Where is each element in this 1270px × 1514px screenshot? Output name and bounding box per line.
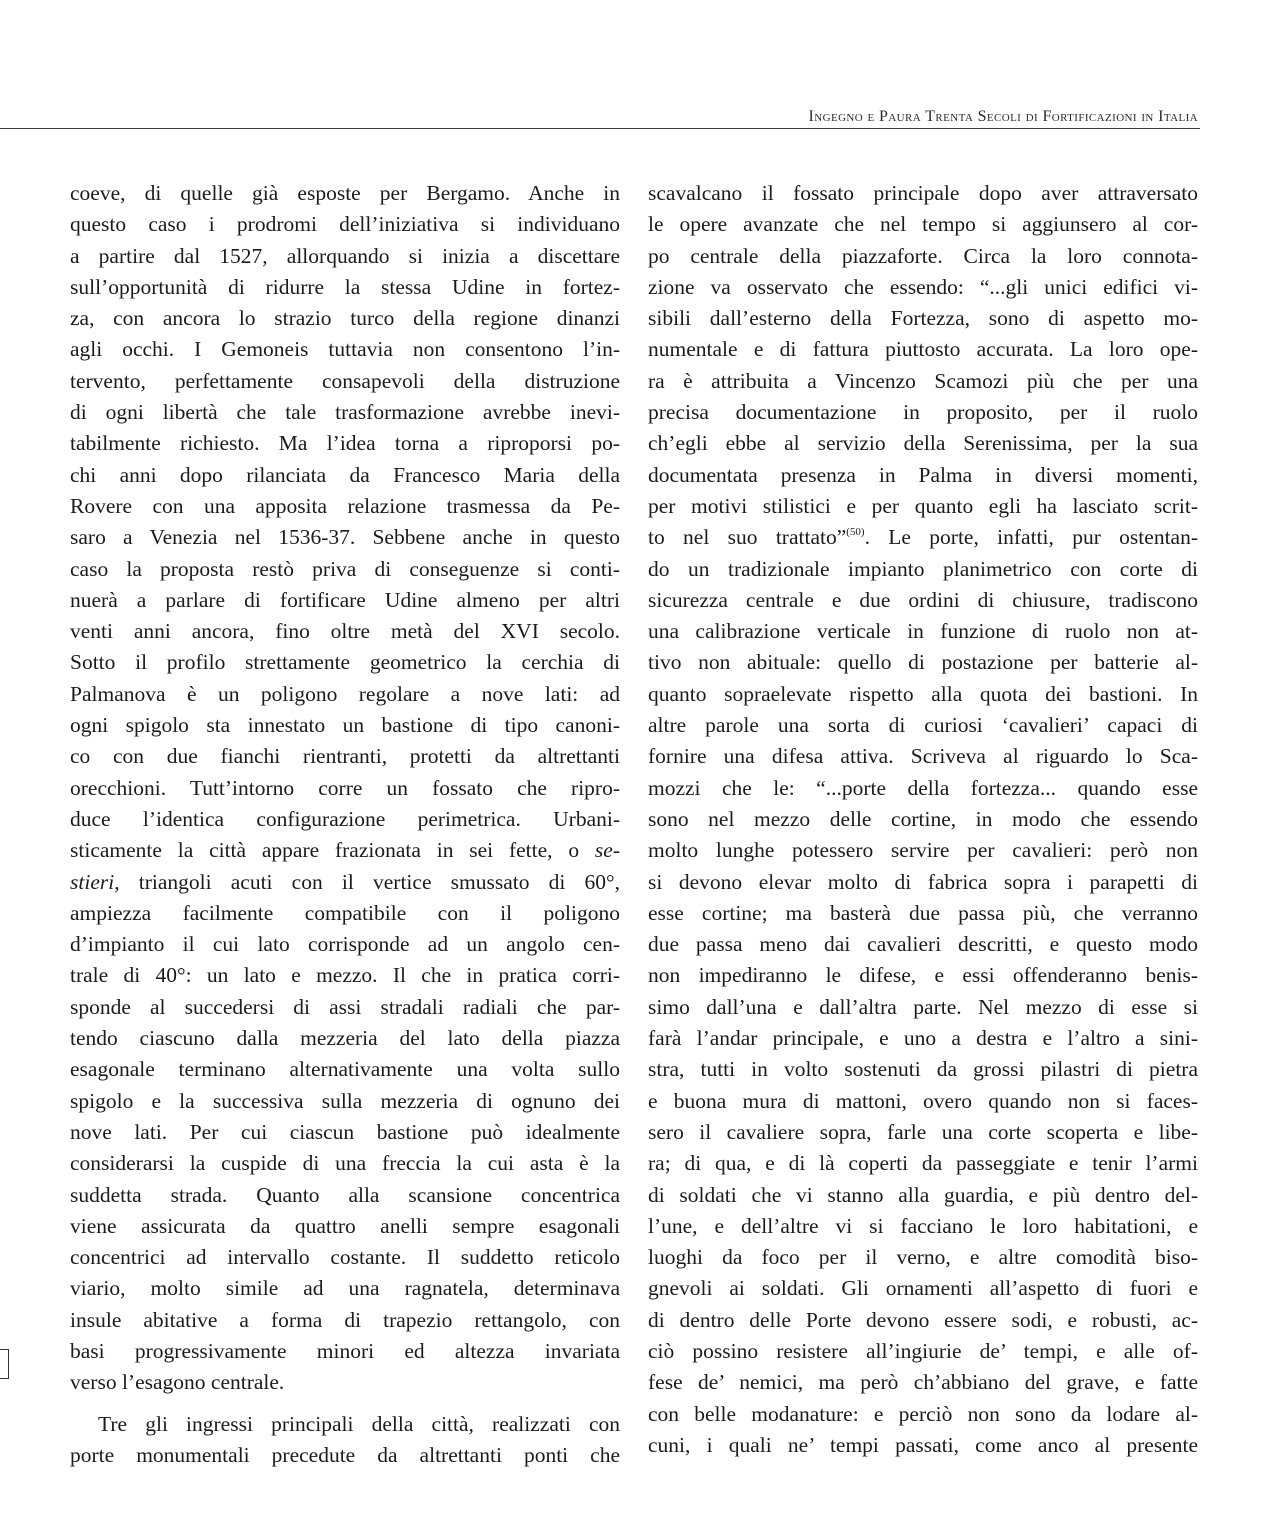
text-line: sponde al succedersi di assi stradali radiali che par- — [70, 994, 620, 1019]
text-line: Sotto il profilo strettamente geometrico la cerchia di — [70, 650, 620, 675]
text-line: ogni spigolo sta innestato un bastione di tipo canoni- — [70, 713, 620, 738]
text-line — [648, 522, 1198, 553]
text-line: coeve, di quelle già esposte per Bergamo. Anche in — [70, 181, 620, 205]
running-head: Ingegno e Paura Trenta Secoli di Fortificazioni in Italia — [808, 108, 1198, 125]
text-line: agli occhi. I Gemoneis tuttavia non consentono l’in- — [70, 337, 620, 362]
text-line: nove lati. Per cui ciascun bastione può idealmente — [70, 1119, 620, 1144]
text-line: suddetta strada. Quanto alla scansione concentrica — [70, 1182, 620, 1207]
text-line: ra; di qua, e di là coperti da passeggiate e tenir l’armi — [648, 1151, 1198, 1176]
text-line: venti anni ancora, fino oltre metà del XVI secolo. — [70, 619, 620, 644]
text-line: luoghi da foco per il verno, e altre comodità biso- — [648, 1245, 1198, 1270]
text-line: una calibrazione verticale in funzione di ruolo non at- — [648, 619, 1198, 644]
text-line: insule abitative a forma di trapezio rettangolo, con — [70, 1307, 620, 1332]
text-line: precisa documentazione in proposito, per il ruolo — [648, 400, 1198, 425]
text-line: non impediranno le difese, e essi offenderanno benis- — [648, 963, 1198, 988]
text-line: za, con ancora lo strazio turco della regione dinanzi — [70, 306, 620, 331]
text-line: co con due fianchi rientranti, protetti da altrettanti — [70, 744, 620, 769]
text-line: scavalcano il fossato principale dopo aver attraversato — [648, 181, 1198, 205]
text-line: si devono elevar molto di fabrica sopra i parapetti di — [648, 869, 1198, 894]
text-line: tervento, perfettamente consapevoli della distruzione — [70, 368, 620, 393]
text-line: simo dall’una e dall’altra parte. Nel mezzo di esse si — [648, 994, 1198, 1019]
text-line: e buona mura di mattoni, overo quando non si faces- — [648, 1088, 1198, 1113]
text-line: questo caso i prodromi dell’iniziativa si individuano — [70, 212, 620, 237]
crop-mark — [0, 1349, 9, 1379]
text-line: Tre gli ingressi principali della città, realizzati con — [98, 1411, 620, 1436]
text-line: di dentro delle Porte devono essere sodi, e robusti, ac- — [648, 1307, 1198, 1332]
text-segment: , triangoli acuti con il vertice smussato di 60°, — [114, 869, 620, 894]
text-line: chi anni dopo rilanciata da Francesco Maria della — [70, 462, 620, 487]
text-line: mozzi che le: “...porte della fortezza... quando esse — [648, 775, 1198, 800]
text-line: Palmanova è un poligono regolare a nove lati: ad — [70, 681, 620, 706]
text-line: cuni, i quali ne’ tempi passati, come anco al presente — [648, 1432, 1198, 1457]
text-line: ch’egli ebbe al servizio della Serenissima, per la sua — [648, 431, 1198, 456]
text-line: porte monumentali precedute da altrettanti ponti che — [70, 1442, 620, 1467]
text-line: numentale e di fattura piuttosto accurata. La loro ope- — [648, 337, 1198, 362]
text-line: documentata presenza in Palma in diversi momenti, — [648, 462, 1198, 487]
text-line: due passa meno dai cavalieri descritti, e questo modo — [648, 932, 1198, 957]
text-line: nuerà a parlare di fortificare Udine almeno per altri — [70, 587, 620, 612]
text-line: orecchioni. Tutt’intorno corre un fossato che ripro- — [70, 775, 620, 800]
text-line — [70, 835, 620, 866]
text-line: esse cortine; ma basterà due passa più, che verranno — [648, 900, 1198, 925]
text-line: ra è attribuita a Vincenzo Scamozi più che per una — [648, 368, 1198, 393]
italic-term: se- — [594, 838, 620, 863]
text-line: po centrale della piazzaforte. Circa la loro connota- — [648, 243, 1198, 268]
text-line: do un tradizionale impianto planimetrico con corte di — [648, 556, 1198, 581]
text-line: sibili dall’esterno della Fortezza, sono di aspetto mo- — [648, 306, 1198, 331]
text-line: concentrici ad intervallo costante. Il suddetto reticolo — [70, 1245, 620, 1270]
text-line: altre parole una sorta di curiosi ‘cavalieri’ capaci di — [648, 713, 1198, 738]
text-line: spigolo e la successiva sulla mezzeria di ognuno dei — [70, 1088, 620, 1113]
text-line: le opere avanzate che nel tempo si aggiunsero al cor- — [648, 212, 1198, 237]
text-segment: sticamente la città appare frazionata in sei fette, o — [70, 838, 580, 863]
text-line: quanto sopraelevate rispetto alla quota dei bastioni. In — [648, 681, 1198, 706]
text-line: di ogni libertà che tale trasformazione avrebbe inevi- — [70, 400, 620, 425]
italic-term: stieri — [70, 869, 115, 894]
text-line: fornire una difesa attiva. Scriveva al riguardo lo Sca- — [648, 744, 1198, 769]
text-line: considerarsi la cuspide di una freccia la cui asta è la — [70, 1151, 620, 1176]
text-line: l’une, e dell’altre vi si facciano le loro habitationi, e — [648, 1213, 1198, 1238]
text-line: tendo ciascuno dalla mezzeria del lato della piazza — [70, 1026, 620, 1051]
right-column — [648, 178, 1198, 1461]
text-line: verso l’esagono centrale. — [70, 1370, 285, 1395]
left-column — [70, 178, 620, 1471]
text-line: tivo non abituale: quello di postazione per batterie al- — [648, 650, 1198, 675]
footnote-reference[interactable]: (50) — [846, 526, 865, 539]
text-line: zione va osservato che essendo: “...gli unici edifici vi- — [648, 274, 1198, 299]
text-line: viario, molto simile ad una ragnatela, determinava — [70, 1276, 620, 1301]
text-line: di soldati che vi stanno alla guardia, e più dentro del- — [648, 1182, 1198, 1207]
text-line: basi progressivamente minori ed altezza invariata — [70, 1338, 620, 1363]
text-line: ampiezza facilmente compatibile con il poligono — [70, 900, 620, 925]
text-line: saro a Venezia nel 1536-37. Sebbene anche in questo — [70, 525, 620, 550]
text-line — [70, 867, 620, 898]
text-line: molto lunghe potessero servire per cavalieri: però non — [648, 838, 1198, 863]
text-line: ciò possino resistere all’ingiurie de’ tempi, e alle of- — [648, 1338, 1198, 1363]
text-line: duce l’identica configurazione perimetrica. Urbani- — [70, 806, 620, 831]
text-line: esagonale terminano alternativamente una volta sullo — [70, 1057, 620, 1082]
text-line: a partire dal 1527, allorquando si inizia a discettare — [70, 243, 620, 268]
text-line: per motivi stilistici e per quanto egli ha lasciato scrit- — [648, 493, 1198, 518]
text-line: stra, tutti in volto sostenuti da grossi pilastri di pietra — [648, 1057, 1198, 1082]
text-line: sero il cavaliere sopra, farle una corte scoperta e libe- — [648, 1119, 1198, 1144]
text-line: sono nel mezzo delle cortine, in modo che essendo — [648, 806, 1198, 831]
text-line: trale di 40°: un lato e mezzo. Il che in pratica corri- — [70, 963, 620, 988]
text-line: d’impianto il cui lato corrisponde ad un angolo cen- — [70, 932, 620, 957]
text-segment: . Le porte, infatti, pur ostentan- — [864, 525, 1198, 550]
text-line: viene assicurata da quattro anelli sempre esagonali — [70, 1213, 620, 1238]
text-line: fese de’ nemici, ma però ch’abbiano del grave, e fatte — [648, 1370, 1198, 1395]
text-line: sicurezza centrale e due ordini di chiusure, tradiscono — [648, 587, 1198, 612]
text-line: con belle modanature: e perciò non sono da lodare al- — [648, 1401, 1198, 1426]
text-line: gnevoli ai soldati. Gli ornamenti all’aspetto di fuori e — [648, 1276, 1198, 1301]
text-line: caso la proposta restò priva di conseguenze si conti- — [70, 556, 620, 581]
text-line: farà l’andar principale, e uno a destra e l’altro a sini- — [648, 1026, 1198, 1051]
text-line: sull’opportunità di ridurre la stessa Udine in fortez- — [70, 274, 620, 299]
text-line: tabilmente richiesto. Ma l’idea torna a riproporsi po- — [70, 431, 620, 456]
text-segment: to nel suo trattato” — [648, 525, 847, 550]
text-line: Rovere con una apposita relazione trasmessa da Pe- — [70, 493, 620, 518]
header-rule — [0, 128, 1200, 129]
